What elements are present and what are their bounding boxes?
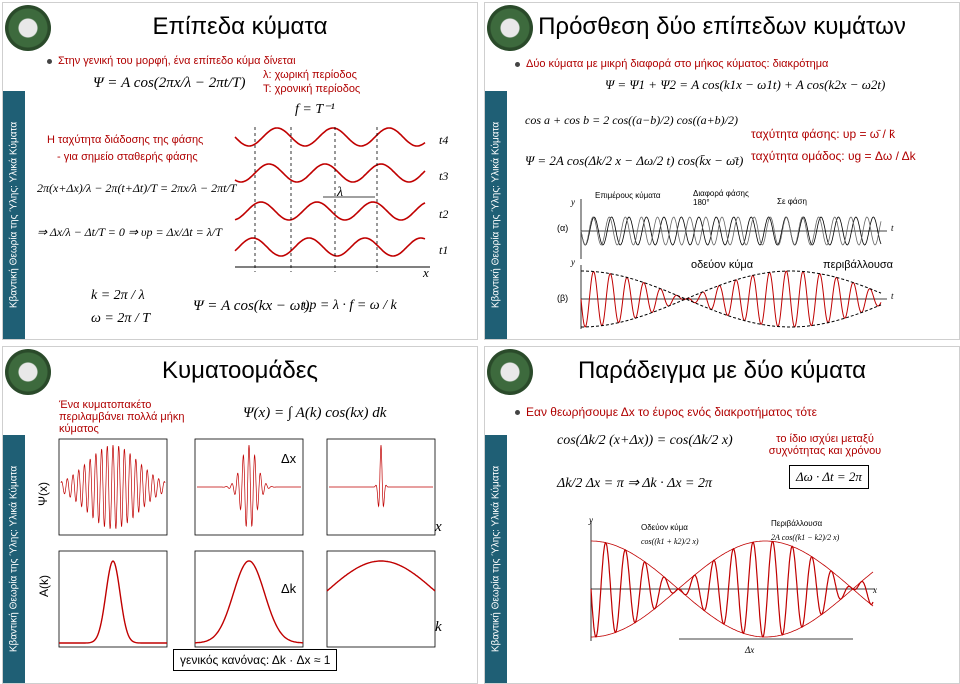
phase-velocity-text: ταχύτητα φάσης: υp = ω̄ / k̄ <box>751 127 896 141</box>
sidebar-label: Κβαντική Θεωρία της Ύλης: Υλικά Κύματα <box>8 121 20 309</box>
sidebar-band <box>485 91 507 339</box>
time-label-t1: t1 <box>439 243 449 257</box>
label-carrier-wave: οδεύον κύμα <box>691 259 754 271</box>
sidebar-band <box>3 91 25 339</box>
slide-title: Επίπεδα κύματα <box>152 13 328 40</box>
x-axis-label: x <box>435 519 442 535</box>
equation-k: k = 2π / λ <box>91 288 145 303</box>
general-rule: γενικός κανόνας: Δk · Δx ≈ 1 <box>173 649 337 671</box>
wavelength-label: λ <box>337 185 344 200</box>
label-carrier-wave: Οδεύον κύμα <box>641 523 688 532</box>
slide-plane-waves <box>2 2 478 340</box>
wave-t1 <box>235 238 425 256</box>
sidebar-label: Κβαντική Θεωρία της Ύλης: Υλικά Κύματα <box>490 465 502 653</box>
equation-3: Δω · Δt = 2π <box>789 465 869 489</box>
spectrum-1 <box>195 561 303 643</box>
fixed-point-text: - για σημείο σταθερής φάσης <box>57 151 198 163</box>
sidebar-label: Κβαντική Θεωρία της Ύλης: Υλικά Κύματα <box>8 465 20 653</box>
spectrum-0 <box>59 561 167 643</box>
packet-2 <box>329 445 433 506</box>
equation-vp2: υp = λ · f = ω / k <box>303 298 397 313</box>
equation-phase: 2π(x+Δx)/λ − 2π(t+Δt)/T = 2πx/λ − 2πt/T <box>37 181 237 195</box>
sidebar-band <box>3 435 25 683</box>
equation-frequency: f = T⁻¹ <box>295 102 335 117</box>
delta-x-label: Δx <box>745 645 755 655</box>
panel-label-a: (α) <box>557 223 569 233</box>
amplitude-axis-label: A(k) <box>37 575 51 597</box>
intro-text: Στην γενική του μορφή, ένα επίπεδο κύμα δίνεται <box>47 55 296 67</box>
panel-label-b: (β) <box>557 293 569 303</box>
wave-packet-illustration <box>59 439 459 649</box>
equation-vp: ⇒ Δx/λ − Δt/T = 0 ⇒ υp = Δx/Δt = λ/T <box>37 225 222 239</box>
slide-wave-addition <box>484 2 960 340</box>
equation-wave: Ψ = A cos(kx − ωt) <box>193 298 310 314</box>
slide-title: Παράδειγμα με δύο κύματα <box>577 357 867 384</box>
equation-sum: Ψ = Ψ1 + Ψ2 = A cos(k1x − ω1t) + A cos(k2x − ω2t) <box>605 77 886 92</box>
slide-two-wave-example <box>484 346 960 684</box>
phase-speed-text: Η ταχύτητα διάδοσης της φάσης <box>47 134 204 146</box>
y-axis-label-a: y <box>571 197 575 207</box>
travelling-wave-illustration <box>235 127 435 277</box>
slide-wave-packets <box>2 346 478 684</box>
equation-1: cos(Δk/2 (x+Δx)) = cos(Δk/2 x) <box>557 433 733 448</box>
time-label-t3: t3 <box>439 169 449 183</box>
label-envelope-equation: 2A cos((k1 − k2)/2 x) <box>771 533 840 542</box>
wave-t4 <box>235 128 425 146</box>
packet-frame-0 <box>59 439 167 535</box>
x-axis-label: x <box>873 585 877 595</box>
t-axis-label-b: t <box>891 291 894 301</box>
sidebar-band <box>485 435 507 683</box>
slide-title: Κυματοομάδες <box>162 357 318 384</box>
label-phase-difference: Διαφορά φάσης 180° <box>693 189 749 207</box>
equation-packet: Ψ(x) = ∫ A(k) cos(kx) dk <box>243 405 387 421</box>
beat-illustration <box>581 199 889 329</box>
label-partial-waves: Επιμέρους κύματα <box>595 191 661 200</box>
x-axis-label: x <box>423 265 429 280</box>
label-envelope: Περιβάλλουσα <box>771 519 823 528</box>
y-axis-label: y <box>589 515 593 525</box>
spectrum-frame-0 <box>59 551 167 647</box>
spectrum-frame-1 <box>195 551 303 647</box>
k-axis-label: k <box>435 619 442 635</box>
spectrum-2 <box>327 561 435 591</box>
lambda-note: λ: χωρική περίοδος <box>263 69 357 81</box>
time-label-t2: t2 <box>439 207 449 221</box>
equation-omega: ω = 2π / T <box>91 311 151 326</box>
intro-text: Δύο κύματα με μικρή διαφορά στο μήκος κύματος: διακρότημα <box>515 58 828 70</box>
period-note: T: χρονική περίοδος <box>263 83 361 95</box>
intro-text: Ένα κυματοπακέτο περιλαμβάνει πολλά μήκη κύματος <box>59 399 185 435</box>
wave-t2 <box>235 202 425 220</box>
psi-axis-label: Ψ(x) <box>36 481 51 507</box>
time-label-t4: t4 <box>439 133 449 147</box>
spectrum-frame-2 <box>327 551 435 647</box>
delta-k-label: Δk <box>281 581 297 596</box>
group-velocity-text: ταχύτητα ομάδος: υg = Δω / Δk <box>751 149 916 163</box>
t-axis-label-a: t <box>891 223 894 233</box>
label-envelope: περιβάλλουσα <box>823 259 893 271</box>
delta-x-label: Δx <box>281 451 297 466</box>
equation-main: Ψ = A cos(2πx/λ − 2πt/T) <box>93 75 246 91</box>
label-carrier-equation: cos((k1 + k2)/2 x) <box>641 537 699 546</box>
sidebar-label: Κβαντική Θεωρία της Ύλης: Υλικά Κύματα <box>490 121 502 309</box>
equation-beat: Ψ = 2A cos(Δk/2 x − Δω/2 t) cos(k̄x − ω̄t) <box>525 153 744 168</box>
envelope-top <box>581 271 881 299</box>
wave-t3 <box>235 164 425 182</box>
slide-title: Πρόσθεση δύο επίπεδων κυμάτων <box>538 13 906 40</box>
equation-trig: cos a + cos b = 2 cos((a−b)/2) cos((a+b)/2) <box>525 113 739 127</box>
packet-0 <box>61 445 165 528</box>
intro-text: Εαν θεωρήσουμε Δx το έυρος ενός διακροτήματος τότε <box>515 405 817 419</box>
equation-2: Δk/2 Δx = π ⇒ Δk · Δx = 2π <box>557 476 713 491</box>
label-in-phase: Σε φάση <box>777 197 807 206</box>
frequency-time-note: το ίδιο ισχύει μεταξύ συχνότητας και χρόνου <box>768 433 882 457</box>
y-axis-label-b: y <box>571 257 575 267</box>
